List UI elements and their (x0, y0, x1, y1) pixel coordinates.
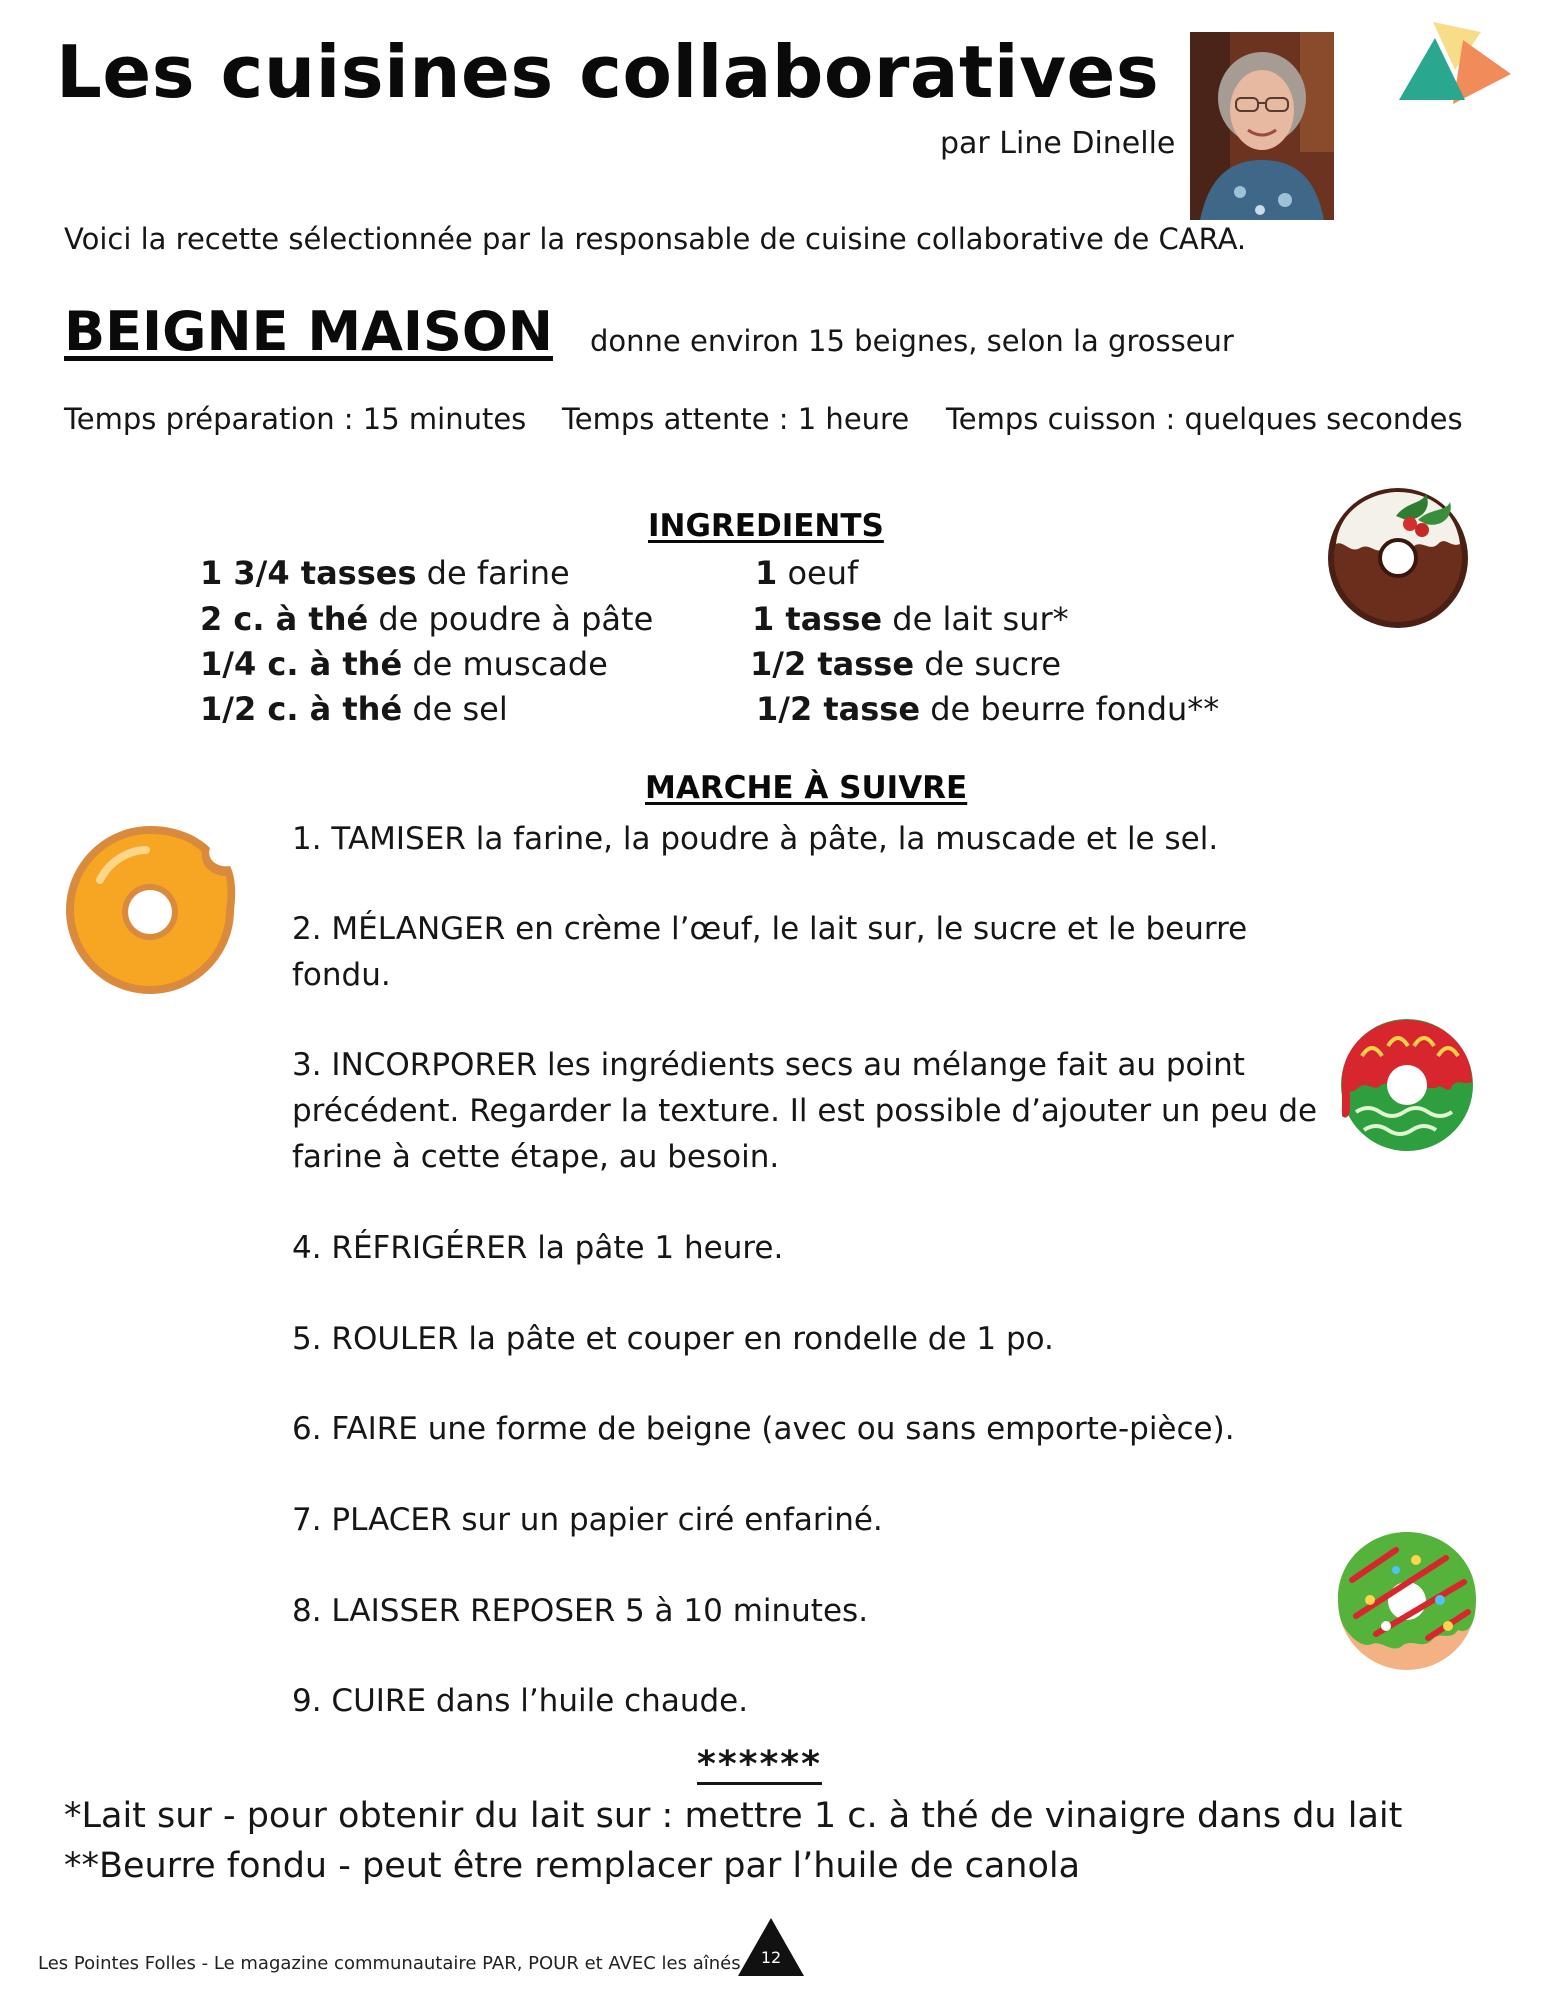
ingredient-name: de lait sur* (882, 600, 1069, 638)
ingredient-name: de farine (416, 554, 570, 592)
step-item: 1. TAMISER la farine, la poudre à pâte, la muscade et le sel. (292, 821, 1219, 857)
red-green-christmas-donut-icon (1338, 1016, 1476, 1154)
step-item: 7. PLACER sur un papier ciré enfariné. (292, 1502, 883, 1538)
ingredient-qty: 1/4 c. à thé (200, 645, 403, 683)
step-item: 9. CUIRE dans l’huile chaude. (292, 1683, 749, 1719)
footer-text: Les Pointes Folles - Le magazine communautaire PAR, POUR et AVEC les aînés (38, 1953, 741, 1974)
ingredients-heading: INGREDIENTS (648, 508, 884, 544)
step-item: 8. LAISSER REPOSER 5 à 10 minutes. (292, 1593, 869, 1629)
page-number-triangle-icon (736, 1916, 806, 1978)
cook-time: Temps cuisson : quelques secondes (946, 402, 1463, 436)
recipe-name: BEIGNE MAISON (64, 300, 553, 363)
wait-time: Temps attente : 1 heure (562, 402, 910, 436)
page-number: 12 (760, 1948, 782, 1967)
triangles-logo-icon (1395, 18, 1513, 110)
footnote-lait-sur: *Lait sur - pour obtenir du lait sur : mettre 1 c. à thé de vinaigre dans du lait (64, 1796, 1403, 1836)
chocolate-holly-donut-icon (1326, 486, 1470, 630)
author-portrait (1190, 32, 1334, 220)
ingredient-name: de beurre fondu** (920, 690, 1220, 728)
ingredient-qty: 1 3/4 tasses (200, 554, 417, 592)
author-byline: par Line Dinelle (940, 126, 1176, 161)
ingredient-qty: 1/2 c. à thé (200, 690, 403, 728)
section-separator: ****** (697, 1744, 822, 1785)
ingredient-item (200, 600, 653, 638)
green-sprinkle-donut-icon (1336, 1530, 1478, 1672)
page-title: Les cuisines collaboratives (56, 30, 1160, 114)
ingredient-qty: 1 tasse (752, 600, 883, 638)
step-item: 6. FAIRE une forme de beigne (avec ou sans emporte-pièce). (292, 1411, 1235, 1447)
footnote-beurre-fondu: **Beurre fondu - peut être remplacer par l’huile de canola (64, 1846, 1081, 1886)
intro-text: Voici la recette sélectionnée par la responsable de cuisine collaborative de CARA. (64, 222, 1247, 256)
ingredient-item (752, 600, 1069, 638)
ingredient-qty: 1/2 tasse (756, 690, 921, 728)
orange-bitten-donut-icon (60, 820, 240, 1000)
ingredient-name: de sucre (914, 645, 1062, 683)
ingredient-name: de poudre à pâte (368, 600, 654, 638)
step-item: 3. INCORPORER les ingrédients secs au mélange fait au point précédent. Regarder la texture. Il est possible d’ajouter un peu de farine à cette étape, au besoin. (292, 1047, 1318, 1175)
recipe-yield: donne environ 15 beignes, selon la grosseur (590, 324, 1234, 358)
ingredient-name: de muscade (402, 645, 608, 683)
ingredient-item (750, 645, 1061, 683)
ingredient-item (755, 554, 858, 592)
step-item: 4. RÉFRIGÉRER la pâte 1 heure. (292, 1230, 784, 1266)
ingredient-qty: 1/2 tasse (750, 645, 915, 683)
ingredient-name: de sel (402, 690, 508, 728)
steps-heading: MARCHE À SUIVRE (645, 770, 968, 806)
ingredient-item (200, 690, 508, 728)
ingredient-qty: 2 c. à thé (200, 600, 369, 638)
prep-time: Temps préparation : 15 minutes (64, 402, 527, 436)
step-item: 5. ROULER la pâte et couper en rondelle de 1 po. (292, 1321, 1054, 1357)
ingredient-item (200, 554, 570, 592)
ingredient-item (756, 690, 1219, 728)
step-item: 2. MÉLANGER en crème l’œuf, le lait sur, le sucre et le beurre fondu. (292, 911, 1248, 993)
ingredient-qty: 1 (755, 554, 778, 592)
ingredient-name: oeuf (777, 554, 859, 592)
ingredient-item (200, 645, 608, 683)
